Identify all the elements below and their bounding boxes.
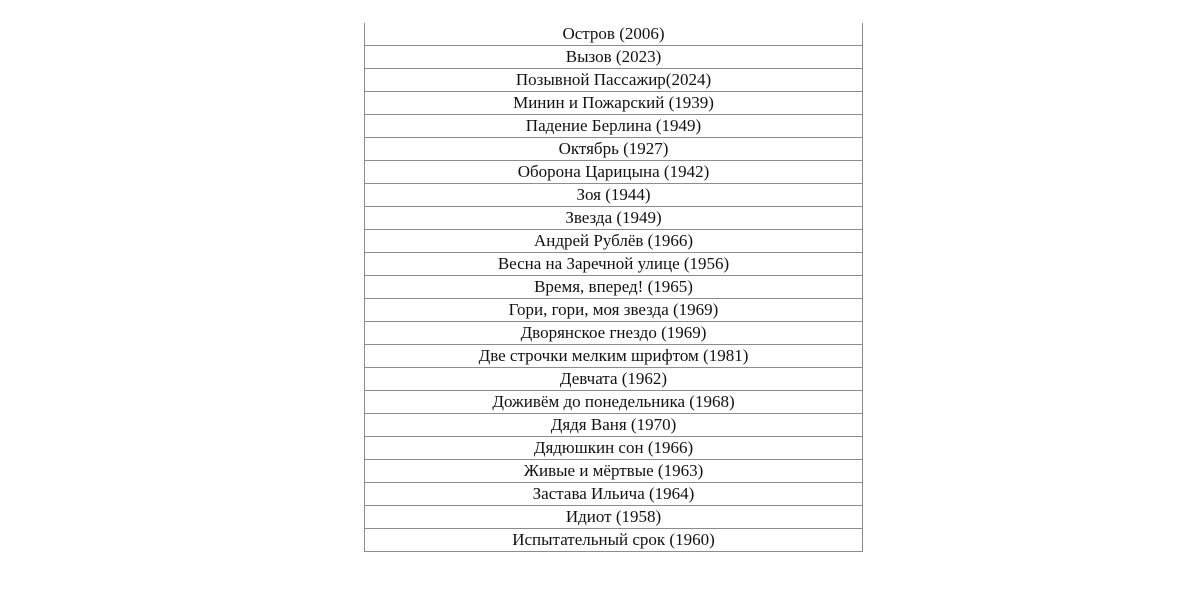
film-title-cell: Андрей Рублёв (1966) — [365, 230, 863, 253]
table-row — [365, 345, 863, 368]
film-title-cell: Испытательный срок (1960) — [365, 529, 863, 552]
table-row — [365, 437, 863, 460]
film-title-cell: Доживём до понедельника (1968) — [365, 391, 863, 414]
film-title-cell: Зоя (1944) — [365, 184, 863, 207]
table-row — [365, 161, 863, 184]
film-title-cell: Вызов (2023) — [365, 46, 863, 69]
table-row — [365, 414, 863, 437]
film-title-cell: Минин и Пожарский (1939) — [365, 92, 863, 115]
film-title-cell: Девчата (1962) — [365, 368, 863, 391]
table-row — [365, 46, 863, 69]
film-title-cell: Застава Ильича (1964) — [365, 483, 863, 506]
table-row — [365, 299, 863, 322]
table-row — [365, 483, 863, 506]
film-title-cell: Дядя Ваня (1970) — [365, 414, 863, 437]
film-title-cell: Октябрь (1927) — [365, 138, 863, 161]
table-row — [365, 460, 863, 483]
table-row — [365, 368, 863, 391]
film-list-table — [364, 23, 863, 552]
table-row — [365, 391, 863, 414]
film-title-cell: Живые и мёртвые (1963) — [365, 460, 863, 483]
table-row — [365, 207, 863, 230]
table-row — [365, 184, 863, 207]
table-row — [365, 253, 863, 276]
table-row — [365, 23, 863, 46]
film-title-cell: Дядюшкин сон (1966) — [365, 437, 863, 460]
table-row — [365, 230, 863, 253]
film-title-cell: Звезда (1949) — [365, 207, 863, 230]
film-title-cell: Две строчки мелким шрифтом (1981) — [365, 345, 863, 368]
film-title-cell: Время, вперед! (1965) — [365, 276, 863, 299]
film-title-cell: Гори, гори, моя звезда (1969) — [365, 299, 863, 322]
film-title-cell: Весна на Заречной улице (1956) — [365, 253, 863, 276]
table-row — [365, 92, 863, 115]
table-row — [365, 322, 863, 345]
table-row — [365, 115, 863, 138]
film-title-cell: Падение Берлина (1949) — [365, 115, 863, 138]
film-title-cell: Дворянское гнездо (1969) — [365, 322, 863, 345]
film-title-cell: Позывной Пассажир(2024) — [365, 69, 863, 92]
table-row — [365, 276, 863, 299]
table-row — [365, 529, 863, 552]
film-title-cell: Идиот (1958) — [365, 506, 863, 529]
film-title-cell: Оборона Царицына (1942) — [365, 161, 863, 184]
film-list-body — [365, 23, 863, 552]
table-row — [365, 138, 863, 161]
film-title-cell: Остров (2006) — [365, 23, 863, 46]
table-row — [365, 69, 863, 92]
table-row — [365, 506, 863, 529]
